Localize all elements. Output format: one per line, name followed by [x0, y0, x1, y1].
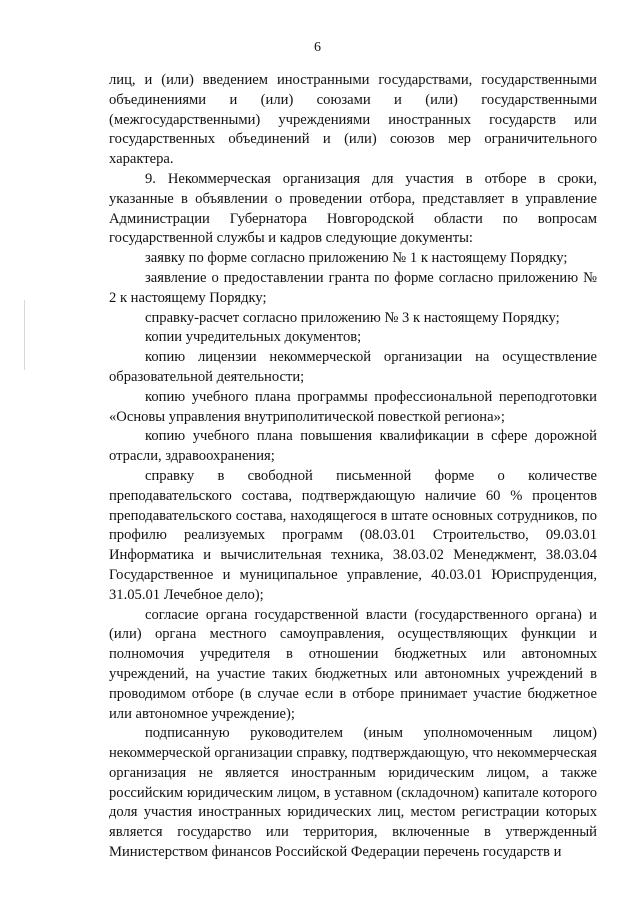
- paragraph-restrictive-measures: лиц, и (или) введением иностранными государствами, государственными объединениями и (или) союзами и (или) государственными (межгосударственными) учреждениями иностранных государств или государственных объединений и (или) союзов мер ограничительного характера.: [109, 72, 597, 168]
- document-list-item: заявку по форме согласно приложению № 1 к настоящему Порядку;: [145, 250, 568, 267]
- page-number: 6: [314, 40, 321, 55]
- document-list-item: заявление о предоставлении гранта по форме согласно приложению № 2 к настоящему Порядку;: [109, 269, 597, 306]
- document-list-item: согласие органа государственной власти (государственного органа) и (или) органа местного самоуправления, осуществляющих функции и полномочия учредителя в отношении бюджетных или автономных учреждений, на участие таких бюджетных или автономных учреждений в проводимом отборе (в случае если в отборе принимает участие бюджетное или автономное учреждение);: [109, 606, 597, 722]
- paragraph-item-9: 9. Некоммерческая организация для участия в отборе в сроки, указанные в объявлении о проведении отбора, представляет в управление Администрации Губернатора Новгородской области по вопросам государственной службы и кадров следующие документы:: [109, 170, 597, 247]
- document-list-item: копию учебного плана повышения квалификации в сфере дорожной отрасли, здравоохранения;: [109, 428, 597, 465]
- scan-artifact-line: [24, 300, 25, 370]
- document-list-item: копию учебного плана программы профессиональной переподготовки «Основы управления внутриполитической повесткой региона»;: [109, 388, 597, 425]
- document-list-item: справку в свободной письменной форме о количестве преподавательского состава, подтверждающую наличие 60 % процентов преподавательского состава, находящегося в штате основных сотрудников, по профилю реализуемых программ (08.03.01 Строительство, 09.03.01 Информатика и вычислительная техника, 38.03.02 Менеджмент, 38.03.04 Государственное и муниципальное управление, 40.03.01 Юриспруденция, 31.05.01 Лечебное дело);: [109, 467, 597, 603]
- document-list-item: справку-расчет согласно приложению № 3 к настоящему Порядку;: [145, 309, 560, 326]
- document-list-item: копии учредительных документов;: [145, 329, 362, 346]
- document-body: [109, 71, 597, 863]
- document-list-item: подписанную руководителем (иным уполномоченным лицом) некоммерческой организации справку, подтверждающую, что некоммерческая организация не является иностранным юридическим лицом, а также российским юридическим лицом, в уставном (складочном) капитале которого доля участия иностранных юридических лиц, местом регистрации которых является государство или территория, включенные в утвержденный Министерством финансов Российской Федерации перечень государств и: [109, 725, 597, 861]
- document-list-item: копию лицензии некоммерческой организации на осуществление образовательной деятельности;: [109, 349, 597, 385]
